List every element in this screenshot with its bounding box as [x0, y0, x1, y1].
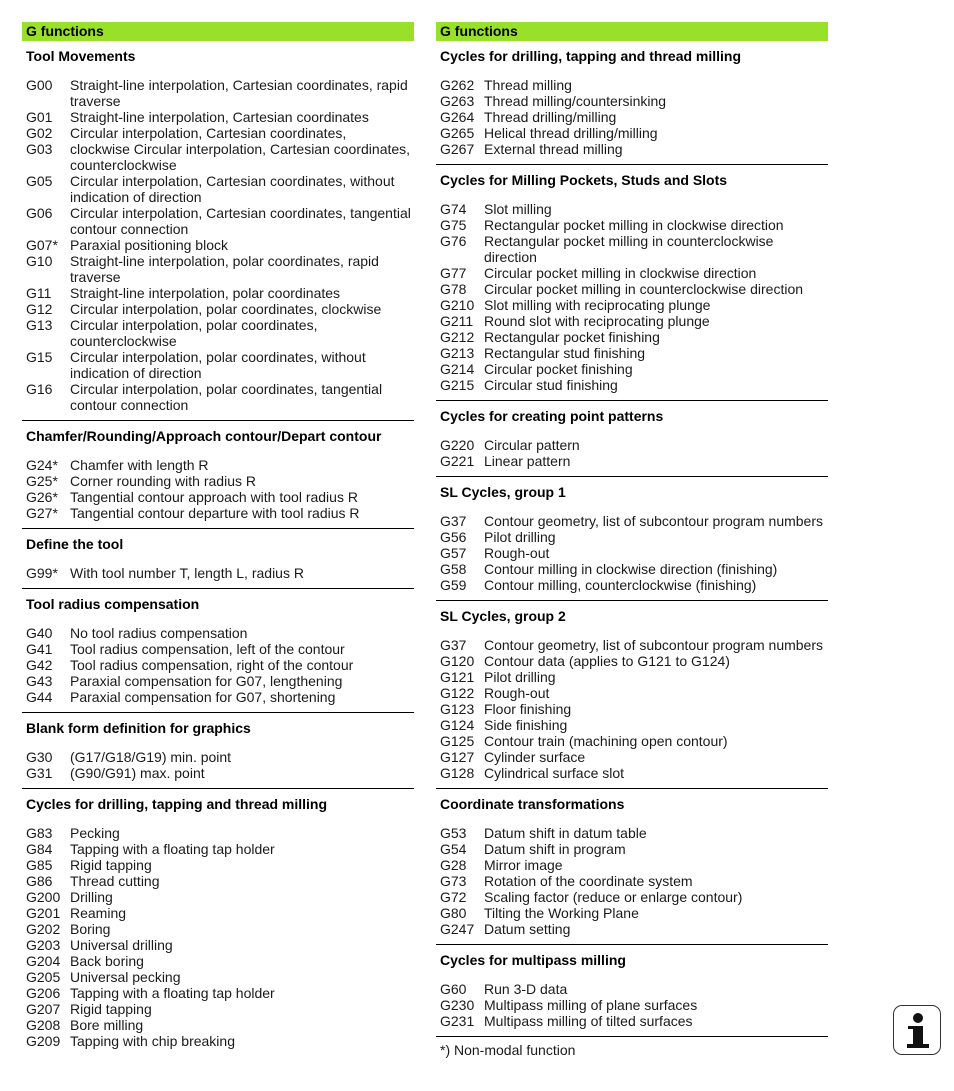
list-item [26, 489, 414, 505]
list-item [26, 381, 414, 413]
left-header: G functions [22, 22, 414, 41]
entry-list [436, 637, 828, 788]
g-code: G127 [440, 749, 475, 765]
list-item [440, 329, 828, 345]
g-code: G221 [440, 453, 475, 469]
g-code: G83 [26, 825, 53, 841]
list-item [26, 657, 414, 673]
section [22, 420, 414, 528]
g-code-description: Thread milling [484, 77, 572, 93]
g-code-description: Drilling [70, 889, 113, 905]
g-code-description: Back boring [70, 953, 144, 969]
g-code: G02 [26, 125, 53, 141]
list-item [26, 641, 414, 657]
g-code-description: Reaming [70, 905, 127, 921]
g-code: G43 [26, 673, 53, 689]
right-header: G functions [436, 22, 828, 41]
g-code: G00 [26, 77, 53, 93]
list-item [440, 297, 828, 313]
list-item [440, 281, 828, 297]
g-code-description: Side finishing [484, 717, 568, 733]
g-code-description: Paraxial compensation for G07, shortening [70, 689, 336, 705]
g-code-description: Circular interpolation, Cartesian coordinates, tangential contour connection [70, 205, 411, 237]
list-item [440, 685, 828, 701]
g-code: G99* [26, 565, 58, 581]
g-code-description: (G90/G91) max. point [70, 765, 205, 781]
list-item [26, 689, 414, 705]
list-item [26, 505, 414, 521]
g-code-description: Contour milling, counterclockwise (finishing) [484, 577, 757, 593]
g-code: G37 [440, 513, 467, 529]
g-code: G120 [440, 653, 475, 669]
g-code: G53 [440, 825, 467, 841]
g-code: G15 [26, 349, 53, 365]
g-code: G26* [26, 489, 58, 505]
g-code: G77 [440, 265, 467, 281]
g-code: G28 [440, 857, 467, 873]
g-code-description: Contour geometry, list of subcontour program numbers [484, 513, 824, 529]
list-item [440, 513, 828, 529]
g-code: G03 [26, 141, 53, 157]
section [436, 48, 828, 164]
list-item [440, 637, 828, 653]
list-item [440, 841, 828, 857]
g-code-description: Run 3-D data [484, 981, 568, 997]
list-item [26, 285, 414, 301]
g-code-description: Rotation of the coordinate system [484, 873, 693, 889]
g-code-description: Circular pocket milling in counterclockwise direction [484, 281, 804, 297]
list-item [440, 201, 828, 217]
section [22, 788, 414, 1056]
section [22, 588, 414, 712]
g-code: G44 [26, 689, 53, 705]
g-code: G124 [440, 717, 475, 733]
entry-list [436, 437, 828, 476]
g-code: G27* [26, 505, 58, 521]
list-item [440, 377, 828, 393]
list-item [440, 997, 828, 1013]
g-code: G231 [440, 1013, 475, 1029]
list-item [26, 1001, 414, 1017]
g-code: G42 [26, 657, 53, 673]
list-item [440, 529, 828, 545]
list-item [26, 889, 414, 905]
g-code: G123 [440, 701, 475, 717]
entry-list [22, 77, 414, 420]
list-item [440, 905, 828, 921]
g-code: G230 [440, 997, 475, 1013]
g-code-description: Circular interpolation, Cartesian coordinates, [70, 125, 347, 141]
g-code-description: Tangential contour approach with tool radius R [70, 489, 358, 505]
g-code-description: Slot milling [484, 201, 552, 217]
g-code-description: Pecking [70, 825, 120, 841]
g-code-description: Paraxial compensation for G07, lengthening [70, 673, 343, 689]
list-item [440, 873, 828, 889]
list-item [440, 345, 828, 361]
list-item [440, 93, 828, 109]
list-item [440, 653, 828, 669]
list-item [26, 857, 414, 873]
list-item [26, 349, 414, 381]
list-item [440, 545, 828, 561]
g-code-description: Circular pattern [484, 437, 580, 453]
g-code-description: Straight-line interpolation, polar coordinates [70, 285, 341, 301]
g-code: G40 [26, 625, 53, 641]
g-code-description: Multipass milling of tilted surfaces [484, 1013, 693, 1029]
list-item [26, 969, 414, 985]
g-code-description: Circular interpolation, polar coordinates, counterclockwise [70, 317, 318, 349]
section-title: SL Cycles, group 1 [440, 484, 566, 500]
g-code-description: Scaling factor (reduce or enlarge contour) [484, 889, 743, 905]
section-title: Blank form definition for graphics [26, 720, 251, 736]
g-code: G211 [440, 313, 474, 329]
g-code: G264 [440, 109, 475, 125]
section [436, 400, 828, 476]
list-item [440, 825, 828, 841]
g-code-description: Thread cutting [70, 873, 160, 889]
g-code-description: Rectangular stud finishing [484, 345, 646, 361]
list-item [26, 673, 414, 689]
g-code: G07* [26, 237, 58, 253]
g-code: G122 [440, 685, 475, 701]
list-item [26, 953, 414, 969]
g-code: G73 [440, 873, 467, 889]
g-code-description: Bore milling [70, 1017, 144, 1033]
g-code: G12 [26, 301, 53, 317]
list-item [440, 77, 828, 93]
g-code-description: Floor finishing [484, 701, 572, 717]
g-code: G10 [26, 253, 53, 269]
g-code-description: Tool radius compensation, left of the contour [70, 641, 345, 657]
g-code-description: With tool number T, length L, radius R [70, 565, 304, 581]
list-item [26, 317, 414, 349]
g-code: G128 [440, 765, 475, 781]
g-code: G121 [440, 669, 475, 685]
g-code: G85 [26, 857, 53, 873]
list-item [440, 561, 828, 577]
g-code-description: Tool radius compensation, right of the contour [70, 657, 354, 673]
info-icon-base [907, 1044, 929, 1048]
section [22, 712, 414, 788]
g-code-description: Datum shift in program [484, 841, 626, 857]
g-code: G58 [440, 561, 467, 577]
list-item [440, 437, 828, 453]
g-code: G207 [26, 1001, 61, 1017]
list-item [26, 473, 414, 489]
g-code: G78 [440, 281, 467, 297]
g-code-description: Tangential contour departure with tool radius R [70, 505, 360, 521]
list-item [440, 889, 828, 905]
g-code: G210 [440, 297, 475, 313]
list-item [26, 301, 414, 317]
section [436, 944, 828, 1036]
list-item [440, 921, 828, 937]
section-title: Tool Movements [26, 48, 136, 64]
section-title: Cycles for multipass milling [440, 952, 626, 968]
g-code: G01 [26, 109, 53, 125]
section-title: Cycles for Milling Pockets, Studs and Slots [440, 172, 728, 188]
section-title: Define the tool [26, 536, 124, 552]
g-code-description: Cylinder surface [484, 749, 586, 765]
g-code-description: clockwise Circular interpolation, Cartesian coordinates, counterclockwise [70, 141, 411, 173]
list-item [26, 1033, 414, 1049]
g-code-description: Pilot drilling [484, 669, 556, 685]
left-column [22, 22, 414, 1056]
list-item [26, 125, 414, 141]
g-code-description: No tool radius compensation [70, 625, 248, 641]
g-code-description: Tilting the Working Plane [484, 905, 639, 921]
g-code-description: Chamfer with length R [70, 457, 209, 473]
section [22, 48, 414, 420]
list-item [26, 1017, 414, 1033]
list-item [440, 453, 828, 469]
g-code-description: Circular interpolation, polar coordinates, without indication of direction [70, 349, 366, 381]
g-code: G262 [440, 77, 475, 93]
footnote: *) Non-modal function [440, 1042, 576, 1058]
g-code-description: Contour milling in clockwise direction (finishing) [484, 561, 778, 577]
section-title: Coordinate transformations [440, 796, 625, 812]
list-item [440, 733, 828, 749]
g-code-description: Contour train (machining open contour) [484, 733, 728, 749]
list-item [26, 237, 414, 253]
info-icon-dot [913, 1013, 923, 1023]
g-code: G206 [26, 985, 61, 1001]
g-code: G208 [26, 1017, 61, 1033]
g-code: G57 [440, 545, 467, 561]
section-title: Cycles for drilling, tapping and thread milling [440, 48, 742, 64]
list-item [440, 701, 828, 717]
g-code: G201 [26, 905, 61, 921]
g-code: G13 [26, 317, 53, 333]
entry-list [436, 825, 828, 944]
list-item [26, 985, 414, 1001]
g-code: G204 [26, 953, 61, 969]
g-code-description: Rectangular pocket finishing [484, 329, 660, 345]
g-code-description: Cylindrical surface slot [484, 765, 625, 781]
g-code: G05 [26, 173, 53, 189]
list-item [440, 109, 828, 125]
list-item [26, 749, 414, 765]
g-code: G215 [440, 377, 475, 393]
section-title: SL Cycles, group 2 [440, 608, 566, 624]
g-code-description: Boring [70, 921, 111, 937]
g-code-description: Round slot with reciprocating plunge [484, 313, 710, 329]
entry-list [436, 201, 828, 400]
g-code: G214 [440, 361, 475, 377]
left-sections [22, 48, 414, 1056]
g-code-description: Circular pocket milling in clockwise direction [484, 265, 757, 281]
g-code: G16 [26, 381, 53, 397]
entry-list [22, 457, 414, 528]
list-item [26, 77, 414, 109]
list-item [26, 937, 414, 953]
g-code-description: Thread drilling/milling [484, 109, 617, 125]
entry-list [22, 749, 414, 788]
g-code: G203 [26, 937, 61, 953]
list-item [26, 765, 414, 781]
list-item [26, 109, 414, 125]
list-item [26, 565, 414, 581]
g-code-description: Thread milling/countersinking [484, 93, 667, 109]
list-item [26, 625, 414, 641]
g-code: G54 [440, 841, 467, 857]
g-code-description: Rough-out [484, 545, 550, 561]
list-item [440, 857, 828, 873]
list-item [440, 125, 828, 141]
g-code-description: Universal pecking [70, 969, 181, 985]
g-code-description: Pilot drilling [484, 529, 556, 545]
g-code-description: Rigid tapping [70, 857, 152, 873]
g-code-description: Linear pattern [484, 453, 571, 469]
entry-list [22, 825, 414, 1056]
g-code: G80 [440, 905, 467, 921]
g-code: G200 [26, 889, 61, 905]
g-code-description: Rigid tapping [70, 1001, 152, 1017]
g-code: G86 [26, 873, 53, 889]
list-item [26, 841, 414, 857]
g-code-description: Corner rounding with radius R [70, 473, 256, 489]
g-code-description: Multipass milling of plane surfaces [484, 997, 698, 1013]
list-item [440, 765, 828, 781]
entry-list [436, 981, 828, 1036]
section-title: Cycles for drilling, tapping and thread milling [26, 796, 328, 812]
entry-list [436, 77, 828, 164]
list-item [440, 981, 828, 997]
g-code: G202 [26, 921, 61, 937]
entry-list [436, 513, 828, 600]
list-item [26, 141, 414, 173]
g-code-description: Mirror image [484, 857, 563, 873]
list-item [440, 717, 828, 733]
section-title: Chamfer/Rounding/Approach contour/Depart contour [26, 428, 382, 444]
g-code: G56 [440, 529, 467, 545]
entry-list [22, 625, 414, 712]
footnote-section [436, 1036, 828, 1058]
list-item [26, 825, 414, 841]
info-icon-stem [913, 1026, 923, 1046]
list-item [440, 313, 828, 329]
g-code: G60 [440, 981, 467, 997]
g-code: G125 [440, 733, 475, 749]
right-sections [436, 48, 828, 1058]
g-code: G06 [26, 205, 53, 221]
g-code: G220 [440, 437, 475, 453]
section [436, 600, 828, 788]
g-code: G265 [440, 125, 475, 141]
g-code-description: Rectangular pocket milling in counterclockwise direction [484, 233, 774, 265]
list-item [440, 577, 828, 593]
right-column [436, 22, 828, 1058]
g-code: G59 [440, 577, 467, 593]
g-code-description: Tapping with a floating tap holder [70, 841, 275, 857]
g-code: G247 [440, 921, 475, 937]
g-code-description: Circular interpolation, polar coordinates, tangential contour connection [70, 381, 383, 413]
g-code-description: Rough-out [484, 685, 550, 701]
g-code: G24* [26, 457, 58, 473]
list-item [440, 749, 828, 765]
g-code: G84 [26, 841, 53, 857]
section [436, 476, 828, 600]
g-code-description: Circular pocket finishing [484, 361, 633, 377]
g-code: G267 [440, 141, 475, 157]
list-item [440, 1013, 828, 1029]
g-code: G11 [26, 285, 52, 301]
section [436, 164, 828, 400]
g-code-description: Tapping with a floating tap holder [70, 985, 275, 1001]
g-code-description: Slot milling with reciprocating plunge [484, 297, 711, 313]
g-code-description: (G17/G18/G19) min. point [70, 749, 232, 765]
list-item [26, 873, 414, 889]
list-item [440, 233, 828, 265]
info-icon[interactable] [893, 1005, 941, 1055]
list-item [26, 457, 414, 473]
list-item [440, 217, 828, 233]
g-code-description: Contour data (applies to G121 to G124) [484, 653, 730, 669]
list-item [440, 141, 828, 157]
g-code-description: Universal drilling [70, 937, 173, 953]
g-code: G75 [440, 217, 467, 233]
list-item [26, 921, 414, 937]
g-code-description: Datum shift in datum table [484, 825, 647, 841]
g-code-description: Straight-line interpolation, polar coordinates, rapid traverse [70, 253, 379, 285]
entry-list [22, 565, 414, 588]
g-code: G212 [440, 329, 475, 345]
g-code-description: Circular interpolation, polar coordinates, clockwise [70, 301, 382, 317]
g-code-description: Paraxial positioning block [70, 237, 228, 253]
g-code-description: Circular interpolation, Cartesian coordinates, without indication of direction [70, 173, 395, 205]
list-item [440, 265, 828, 281]
g-code-description: Helical thread drilling/milling [484, 125, 658, 141]
g-code: G263 [440, 93, 475, 109]
g-code: G41 [26, 641, 53, 657]
list-item [440, 669, 828, 685]
g-code-description: Datum setting [484, 921, 571, 937]
g-code-description: Rectangular pocket milling in clockwise direction [484, 217, 784, 233]
g-code-description: Circular stud finishing [484, 377, 618, 393]
g-code: G37 [440, 637, 467, 653]
list-item [26, 253, 414, 285]
section-title: Tool radius compensation [26, 596, 200, 612]
g-code: G72 [440, 889, 467, 905]
g-code: G74 [440, 201, 467, 217]
g-code: G209 [26, 1033, 61, 1049]
section [436, 788, 828, 944]
list-item [440, 361, 828, 377]
list-item [26, 905, 414, 921]
g-code: G205 [26, 969, 61, 985]
g-code: G25* [26, 473, 58, 489]
section [22, 528, 414, 588]
g-code: G76 [440, 233, 467, 249]
g-code: G213 [440, 345, 475, 361]
g-code: G30 [26, 749, 53, 765]
list-item [26, 173, 414, 205]
g-code: G31 [26, 765, 53, 781]
g-code-description: Straight-line interpolation, Cartesian coordinates [70, 109, 369, 125]
g-code-description: Tapping with chip breaking [70, 1033, 235, 1049]
section-title: Cycles for creating point patterns [440, 408, 664, 424]
g-code-description: Straight-line interpolation, Cartesian coordinates, rapid traverse [70, 77, 408, 109]
list-item [26, 205, 414, 237]
g-code-description: Contour geometry, list of subcontour program numbers [484, 637, 824, 653]
g-code-description: External thread milling [484, 141, 623, 157]
